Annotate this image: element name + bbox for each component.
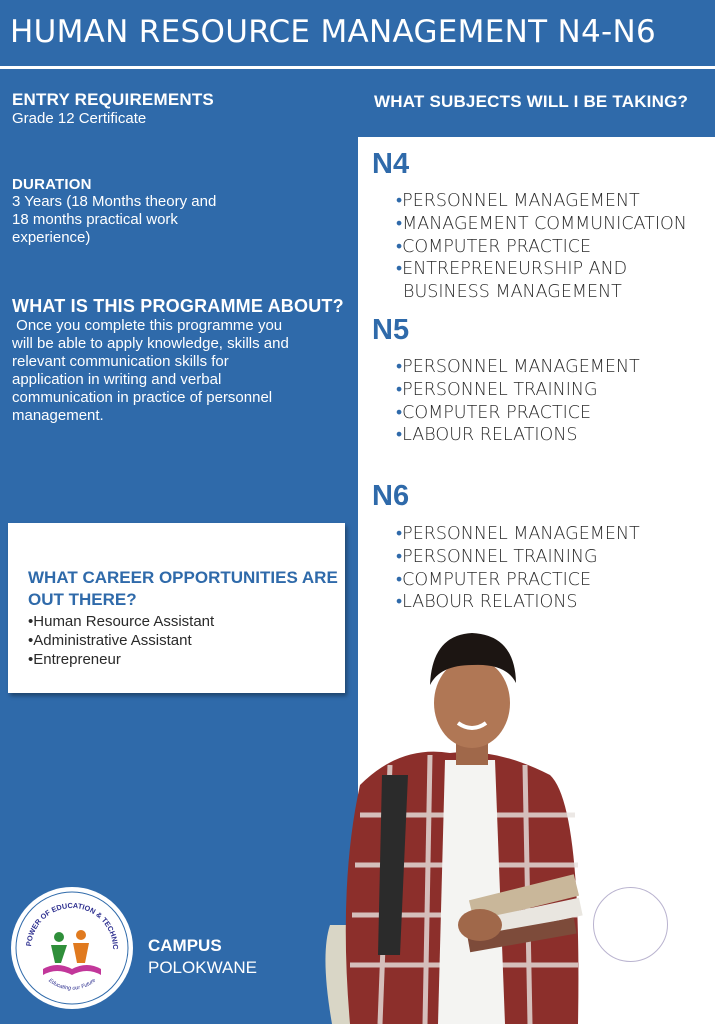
decorative-circle — [593, 887, 668, 962]
level-n5-list — [396, 356, 714, 447]
header-bar — [0, 0, 715, 68]
career-list — [28, 612, 214, 669]
campus-label: CAMPUS — [148, 936, 222, 955]
subjects-heading: WHAT SUBJECTS WILL I BE TAKING? — [374, 92, 689, 111]
college-logo-icon — [11, 887, 133, 1009]
career-opportunities-card — [8, 523, 345, 693]
logo-motto: Educating our Future — [47, 977, 98, 992]
entry-requirements-text: Grade 12 Certificate — [12, 110, 147, 127]
header-divider — [0, 66, 715, 69]
duration-line: 18 months practical work — [12, 211, 178, 228]
subject-item: • PERSONNEL TRAINING — [396, 546, 714, 569]
left-column — [12, 90, 352, 425]
about-line: communication in practice of personnel — [12, 389, 273, 406]
college-logo — [11, 887, 133, 1009]
level-n6-heading: N6 — [372, 480, 410, 512]
duration-line: 3 Years (18 Months theory and — [12, 193, 217, 210]
about-line: application in writing and verbal — [12, 371, 222, 388]
subject-item: • LABOUR RELATIONS — [396, 591, 714, 614]
subject-item: • PERSONNEL TRAINING — [396, 379, 714, 402]
student-photo — [320, 625, 600, 1024]
career-item: •Entrepreneur — [28, 651, 121, 668]
subject-item: • PERSONNEL MANAGEMENT — [396, 190, 714, 213]
campus-value: POLOKWANE — [148, 958, 257, 977]
career-heading: WHAT CAREER OPPORTUNITIES ARE OUT THERE? — [28, 568, 338, 609]
subject-item: • COMPUTER PRACTICE — [396, 569, 714, 592]
level-n4-heading: N4 — [372, 148, 410, 180]
about-line: Once you complete this programme you — [12, 317, 283, 334]
about-heading: WHAT IS THIS PROGRAMME ABOUT? — [12, 296, 344, 316]
subject-item: • COMPUTER PRACTICE — [396, 402, 714, 425]
subject-item: • COMPUTER PRACTICE — [396, 236, 714, 259]
career-item: •Administrative Assistant — [28, 632, 192, 649]
page-title: HUMAN RESOURCE MANAGEMENT N4-N6 — [10, 14, 657, 50]
level-n6-list — [396, 523, 714, 614]
duration-line: experience) — [12, 229, 91, 246]
subject-item: • PERSONNEL MANAGEMENT — [396, 356, 714, 379]
level-n5-heading: N5 — [372, 314, 410, 346]
duration-heading: DURATION — [12, 176, 92, 193]
logo-arc-text: POWER OF EDUCATION & TECHNIC — [24, 900, 121, 950]
subject-item: • ENTREPRENEURSHIP AND BUSINESS MANAGEMENT — [396, 258, 714, 304]
career-item: •Human Resource Assistant — [28, 613, 215, 630]
about-line: will be able to apply knowledge, skills and — [12, 335, 289, 352]
subject-item: • LABOUR RELATIONS — [396, 424, 714, 447]
about-line: relevant communication skills for — [12, 353, 229, 370]
subject-item: • PERSONNEL MANAGEMENT — [396, 523, 714, 546]
about-line: management. — [12, 407, 104, 424]
level-n4-list — [396, 190, 714, 304]
entry-requirements-heading: ENTRY REQUIREMENTS — [12, 90, 214, 109]
subject-item: • MANAGEMENT COMMUNICATION — [396, 213, 714, 236]
